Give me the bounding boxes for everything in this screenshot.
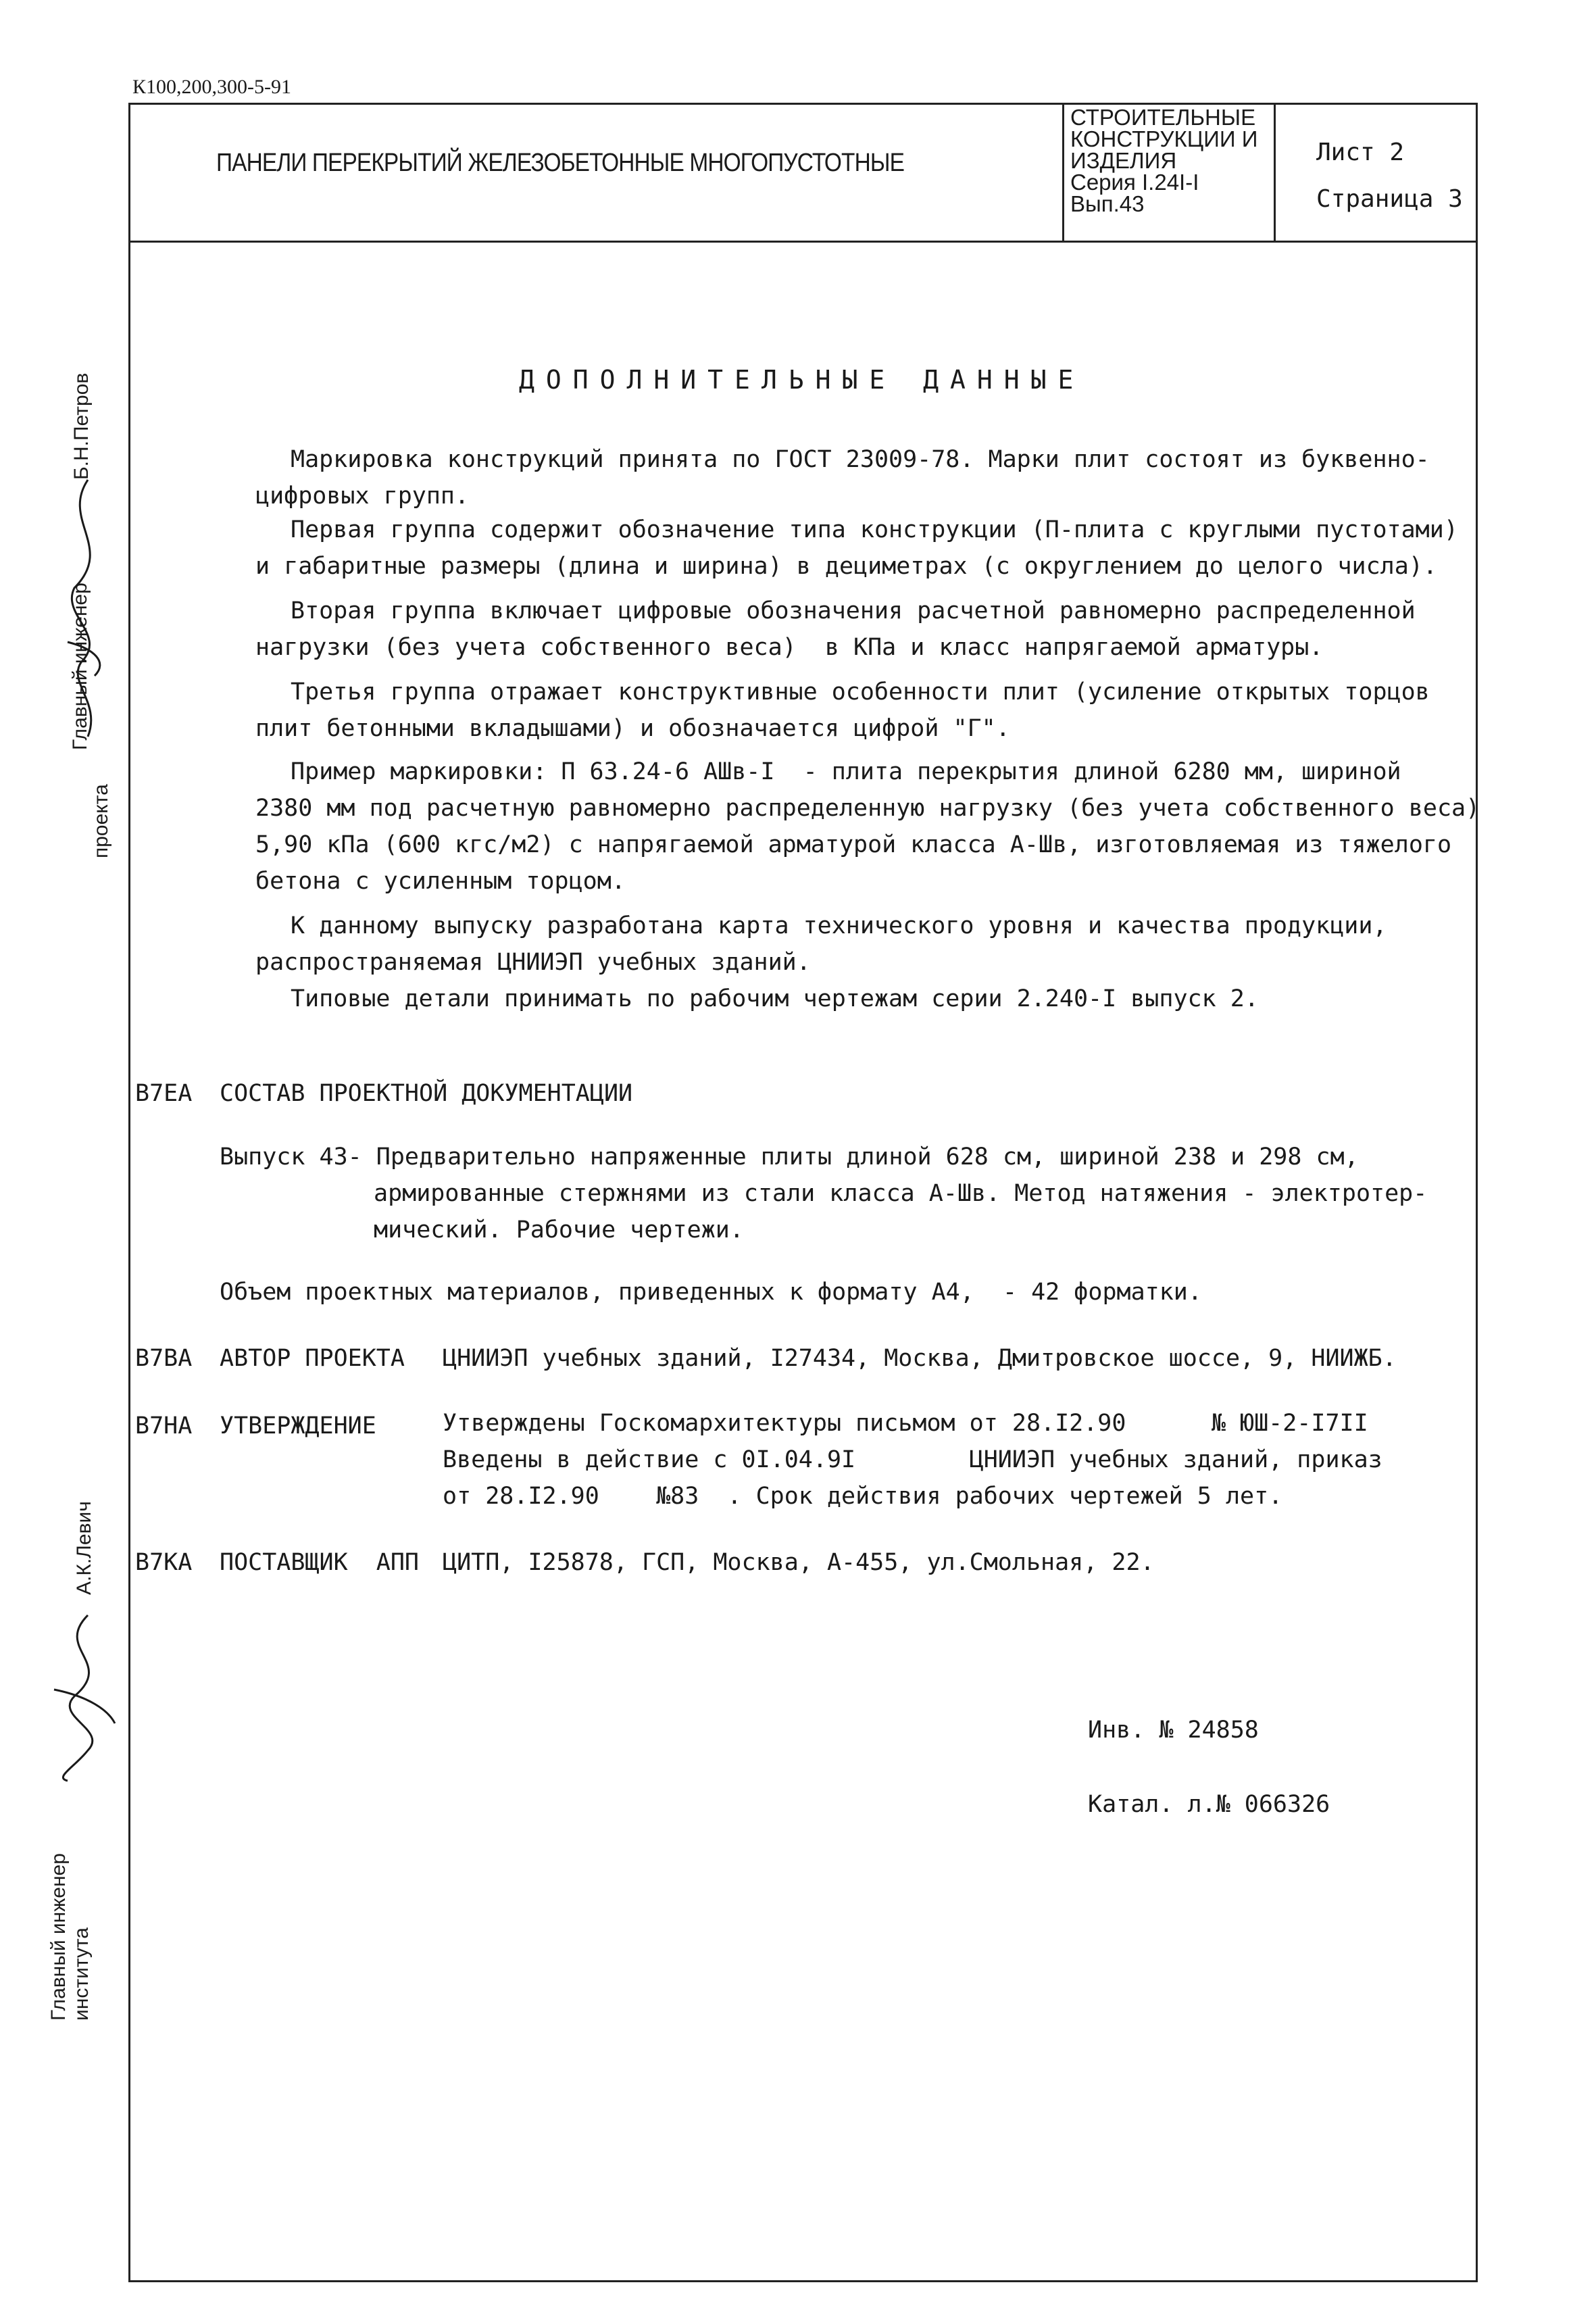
paragraph-line: распространяемая ЦНИИЭП учебных зданий. <box>255 949 811 976</box>
paragraph-line: цифровых групп. <box>255 483 470 510</box>
series-block <box>1070 107 1257 215</box>
side-label-petrov: Б.Н.Петров <box>70 372 93 480</box>
paragraph-line: Маркировка конструкций принята по ГОСТ 23009-78. Марки плит состоят из буквенно- <box>291 446 1430 473</box>
header-divider <box>128 241 1478 243</box>
author-label: АВТОР ПРОЕКТА <box>220 1345 405 1372</box>
issue-line: армированные стержнями из стали класса А-Шв. Метод натяжения - электротер- <box>374 1180 1428 1207</box>
page-title: ПАНЕЛИ ПЕРЕКРЫТИЙ ЖЕЛЕЗОБЕТОННЫЕ МНОГОПУСТОТНЫЕ <box>216 149 905 177</box>
signature-levich <box>41 1608 128 1784</box>
sheet-number: Лист 2 <box>1316 139 1405 166</box>
supplier-code: В7КА <box>135 1549 193 1576</box>
signature-petrov <box>47 439 128 757</box>
supplier-label: ПОСТАВЩИК АПП <box>220 1549 420 1576</box>
approval-line: от 28.I2.90 №83 . Срок действия рабочих чертежей 5 лет. <box>443 1483 1283 1510</box>
paragraph-line: 5,90 кПа (600 кгс/м2) с напрягаемой арматурой класса А-Шв, изготовляемая из тяжелого <box>255 831 1452 858</box>
issue-line: Выпуск 43- Предварительно напряженные плиты длиной 628 см, шириной 238 и 298 см, <box>220 1143 1359 1171</box>
issue-line: мический. Рабочие чертежи. <box>374 1216 744 1244</box>
paragraph-line: 2380 мм под расчетную равномерно распределенную нагрузку (без учета собственного веса) <box>255 795 1480 822</box>
series-line: СТРОИТЕЛЬНЫЕ <box>1070 105 1256 130</box>
side-label-chief-engineer: Главный инженер <box>69 583 91 750</box>
paragraph-line: плит бетонными вкладышами) и обозначается цифрой "Г". <box>255 715 1010 742</box>
paragraph-line: нагрузки (без учета собственного веса) в КПа и класс напрягаемой арматуры. <box>255 634 1324 661</box>
series-line: ИЗДЕЛИЯ <box>1070 148 1177 173</box>
paragraph-line: Первая группа содержит обозначение типа конструкции (П-плита с круглыми пустотами) <box>291 516 1458 543</box>
paragraph-line: Пример маркировки: П 63.24-6 АШв-I - плита перекрытия длиной 6280 мм, шириной <box>291 758 1401 785</box>
document-code: К100,200,300-5-91 <box>132 76 291 98</box>
approval-line: Введены в действие с 0I.04.9I ЦНИИЭП учебных зданий, приказ <box>443 1446 1382 1473</box>
side-label-chief-engineer-institute: Главный инженер <box>47 1853 70 2021</box>
paragraph-line: Типовые детали принимать по рабочим чертежам серии 2.240-I выпуск 2. <box>291 985 1259 1012</box>
header-column-divider <box>1274 103 1276 241</box>
composition-code: В7ЕА <box>135 1080 193 1107</box>
side-label-project: проекта <box>90 784 112 858</box>
approval-label: УТВЕРЖДЕНИЕ <box>220 1412 376 1439</box>
inventory-number: Инв. № 24858 <box>1088 1717 1259 1744</box>
side-label-levich: А.К.Левич <box>73 1501 95 1595</box>
paragraph-line: бетона с усиленным торцом. <box>255 868 626 895</box>
series-line: Вып.43 <box>1070 191 1145 216</box>
volume-line: Объем проектных материалов, приведенных к формату А4, - 42 форматки. <box>220 1279 1202 1306</box>
approval-code: В7НА <box>135 1412 193 1439</box>
series-line: КОНСТРУКЦИИ И <box>1070 126 1258 151</box>
approval-line: Утверждены Госкомархитектуры письмом от 28.I2.90 № ЮШ-2-I7II <box>443 1410 1368 1437</box>
paragraph-line: и габаритные размеры (длина и ширина) в дециметрах (с округлением до целого числа). <box>255 553 1437 580</box>
series-line: Серия I.24I-I <box>1070 170 1199 195</box>
side-label-institute: института <box>70 1927 93 2021</box>
page-number: Страница 3 <box>1316 185 1463 213</box>
paragraph-line: Третья группа отражает конструктивные особенности плит (усиление открытых торцов <box>291 679 1430 706</box>
author-code: В7ВА <box>135 1345 193 1372</box>
section-heading: ДОПОЛНИТЕЛЬНЫЕ ДАННЫЕ <box>519 365 1085 395</box>
composition-title: СОСТАВ ПРОЕКТНОЙ ДОКУМЕНТАЦИИ <box>220 1080 633 1107</box>
paragraph-line: К данному выпуску разработана карта технического уровня и качества продукции, <box>291 912 1387 939</box>
catalog-number: Катал. л.№ 066326 <box>1088 1791 1330 1818</box>
paragraph-line: Вторая группа включает цифровые обозначения расчетной равномерно распределенной <box>291 597 1416 624</box>
author-text: ЦНИИЭП учебных зданий, I27434, Москва, Дмитровское шоссе, 9, НИИЖБ. <box>443 1345 1397 1372</box>
header-column-divider <box>1062 103 1064 241</box>
supplier-text: ЦИТП, I25878, ГСП, Москва, А-455, ул.Смольная, 22. <box>443 1549 1155 1576</box>
